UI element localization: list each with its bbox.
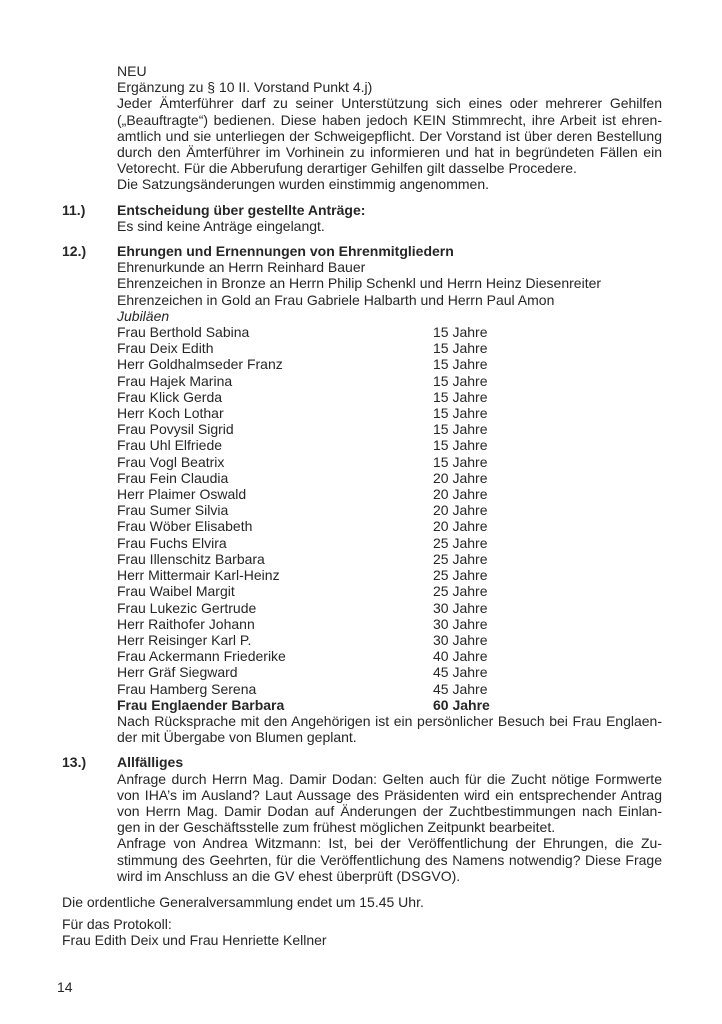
item-11-text: Es sind keine Anträge eingelangt. (117, 217, 325, 234)
jubilee-name: Frau Fuchs Elvira (117, 534, 227, 551)
jubilee-row (117, 681, 662, 697)
item-11-number: 11.) (62, 201, 86, 218)
jubilee-name: Frau Sumer Silvia (117, 502, 229, 519)
jubilee-name: Frau Wöber Elisabeth (117, 518, 253, 535)
jubilee-name: Frau Deix Edith (117, 340, 214, 357)
jubilee-years: 15 Jahre (433, 437, 488, 454)
jubilee-years: 15 Jahre (433, 356, 488, 373)
item-11-title: Entscheidung über gestellte Anträge: (117, 201, 366, 218)
jubilee-row (117, 486, 662, 502)
item-13-paragraph-2-line: Anfrage von Andrea Witzmann: Ist, bei der Veröffentlichung der Ehrungen, die Zu- (117, 835, 662, 852)
jubilee-note-line: Nach Rücksprache mit den Angehörigen ist ein persönlicher Besuch bei Frau Englaen- (117, 712, 662, 729)
page-number: 14 (57, 979, 73, 995)
amendment-paragraph-line: („Beauftragte“) bedienen. Diese haben jedoch KEIN Stimmrecht, ihre Arbeit ist ehren- (117, 111, 662, 128)
jubilee-years: 30 Jahre (433, 631, 488, 648)
jubilee-name: Herr Koch Lothar (117, 405, 224, 422)
item-13-paragraph-1-line: von Herrn Mag. Damir Dodan auf Änderungen der Zuchtbestimmungen nach Einlan- (117, 802, 662, 819)
amendment-block (117, 63, 662, 193)
amendment-paragraph-line: amtlich und sie unterliegen der Schweigepflicht. Der Vorstand ist über deren Bestellung (117, 127, 662, 144)
jubilee-years: 45 Jahre (433, 664, 488, 681)
amendment-subtitle: Ergänzung zu § 10 II. Vorstand Punkt 4.j) (117, 79, 373, 96)
meeting-end-line: Die ordentliche Generalversammlung endet um 15.45 Uhr. (62, 893, 424, 910)
item-11-body (117, 202, 662, 234)
amendment-paragraph-line: durch den Ämterführer im Vorhinein zu informieren und hat in begründeten Fällen ein (117, 144, 662, 161)
jubilee-years: 25 Jahre (433, 550, 488, 567)
item-12-title: Ehrungen und Ernennungen von Ehrenmitgliedern (117, 243, 454, 260)
jubilee-years: 15 Jahre (433, 340, 488, 357)
honor-line: Ehrenurkunde an Herrn Reinhard Bauer (117, 259, 366, 276)
jubilee-years: 15 Jahre (433, 453, 488, 470)
item-13-paragraph-2 (117, 835, 662, 884)
item-12-body (117, 243, 662, 745)
jubilee-name: Frau Povysil Sigrid (117, 421, 234, 438)
jubilee-name: Herr Gräf Siegward (117, 664, 238, 681)
agenda-item-13 (62, 754, 662, 884)
jubilee-row (117, 583, 662, 599)
jubilee-years: 30 Jahre (433, 599, 488, 616)
jubilee-name: Frau Illenschitz Barbara (117, 550, 265, 567)
jubilees-heading: Jubiläen (117, 307, 170, 324)
protocol-names: Frau Edith Deix und Frau Henriette Kellner (62, 932, 327, 949)
jubilee-row (117, 535, 662, 551)
protocol-label: Für das Protokoll: (62, 916, 172, 933)
jubilee-row (117, 454, 662, 470)
jubilee-years: 15 Jahre (433, 372, 488, 389)
jubilee-years: 25 Jahre (433, 567, 488, 584)
jubilee-years: 15 Jahre (433, 421, 488, 438)
jubilee-row (117, 600, 662, 616)
jubilee-row (117, 470, 662, 486)
honors-lines (117, 259, 662, 308)
jubilee-name: Frau Uhl Elfriede (117, 437, 223, 454)
jubilee-name: Frau Fein Claudia (117, 469, 229, 486)
agenda-item-12 (62, 243, 662, 745)
item-13-number: 13.) (62, 754, 87, 771)
jubilee-name: Frau Hajek Marina (117, 372, 233, 389)
item-13-paragraph-1-line: von IHA’s im Ausland? Laut Aussage des Präsidenten wird ein entsprechender Antrag (117, 786, 662, 803)
jubilee-row (117, 551, 662, 567)
jubilee-row (117, 356, 662, 372)
jubilee-name: Frau Ackermann Friederike (117, 648, 286, 665)
amendment-paragraph (117, 95, 662, 176)
jubilee-years: 20 Jahre (433, 486, 488, 503)
jubilee-name: Frau Englaender Barbara (117, 696, 285, 713)
jubilee-row (117, 405, 662, 421)
jubilee-name: Frau Klick Gerda (117, 388, 223, 405)
item-13-paragraph-1-line: Anfrage durch Herrn Mag. Damir Dodan: Gelten auch für die Zucht nötige Formwerte (117, 770, 662, 787)
jubilee-name: Herr Goldhalmseder Franz (117, 356, 283, 373)
jubilee-years: 30 Jahre (433, 615, 488, 632)
jubilee-years: 20 Jahre (433, 502, 488, 519)
jubilees-list (117, 324, 662, 713)
jubilee-years: 60 Jahre (433, 696, 490, 713)
jubilee-row (117, 373, 662, 389)
resolution-line: Die Satzungsänderungen wurden einstimmig angenommen. (117, 176, 489, 193)
jubilee-row (117, 389, 662, 405)
item-13-body (117, 754, 662, 884)
jubilee-years: 20 Jahre (433, 518, 488, 535)
jubilee-name: Herr Plaimer Oswald (117, 486, 247, 503)
agenda-item-11 (62, 202, 662, 234)
jubilee-years: 40 Jahre (433, 648, 488, 665)
item-13-paragraph-1 (117, 771, 662, 836)
item-13-paragraph-2-line: stimmung des Geehrten, für die Veröffentlichung des Namens notwendig? Diese Frage (117, 851, 662, 868)
item-13-paragraph-1-line: gen in der Geschäftsstelle zum frühest möglichen Zeitpunkt bearbeitet. (117, 819, 556, 836)
jubilee-name: Frau Lukezic Gertrude (117, 599, 257, 616)
honor-line: Ehrenzeichen in Gold an Frau Gabriele Halbarth und Herrn Paul Amon (117, 291, 555, 308)
jubilee-row (117, 437, 662, 453)
jubilee-years: 25 Jahre (433, 534, 488, 551)
jubilee-row (117, 697, 662, 713)
item-13-title: Allfälliges (117, 754, 184, 771)
honor-line: Ehrenzeichen in Bronze an Herrn Philip Schenkl und Herrn Heinz Diesenreiter (117, 275, 602, 292)
jubilee-years: 15 Jahre (433, 388, 488, 405)
jubilee-name: Herr Mittermair Karl-Heinz (117, 567, 280, 584)
amendment-paragraph-line: Jeder Ämterführer darf zu seiner Unterstützung sich eines oder mehrerer Gehilfen (117, 95, 662, 112)
jubilee-row (117, 648, 662, 664)
jubilee-years: 15 Jahre (433, 405, 488, 422)
jubilee-row (117, 567, 662, 583)
amendment-label: NEU (117, 63, 147, 79)
item-12-number: 12.) (62, 243, 87, 260)
jubilee-row (117, 340, 662, 356)
jubilee-name: Frau Berthold Sabina (117, 324, 250, 341)
jubilee-row (117, 616, 662, 632)
jubilee-row (117, 518, 662, 534)
jubilee-years: 25 Jahre (433, 583, 488, 600)
amendment-paragraph-line: Vetorecht. Für die Abberufung derartiger Gehilfen gilt dasselbe Procedere. (117, 160, 577, 177)
jubilee-row (117, 502, 662, 518)
jubilee-years: 20 Jahre (433, 469, 488, 486)
jubilee-name: Frau Vogl Beatrix (117, 453, 225, 470)
jubilee-name: Herr Raithofer Johann (117, 615, 255, 632)
jubilee-name: Frau Hamberg Serena (117, 680, 257, 697)
jubilee-note (117, 713, 662, 745)
jubilee-years: 15 Jahre (433, 324, 488, 341)
jubilee-years: 45 Jahre (433, 680, 488, 697)
item-13-paragraph-2-line: wird im Anschluss an die GV ehest überprüft (DSGVO). (117, 867, 461, 884)
jubilee-row (117, 324, 662, 340)
jubilee-name: Frau Waibel Margit (117, 583, 235, 600)
jubilee-row (117, 421, 662, 437)
jubilee-name: Herr Reisinger Karl P. (117, 631, 252, 648)
jubilee-row (117, 664, 662, 680)
jubilee-row (117, 632, 662, 648)
jubilee-note-line: der mit Übergabe von Blumen geplant. (117, 729, 357, 746)
